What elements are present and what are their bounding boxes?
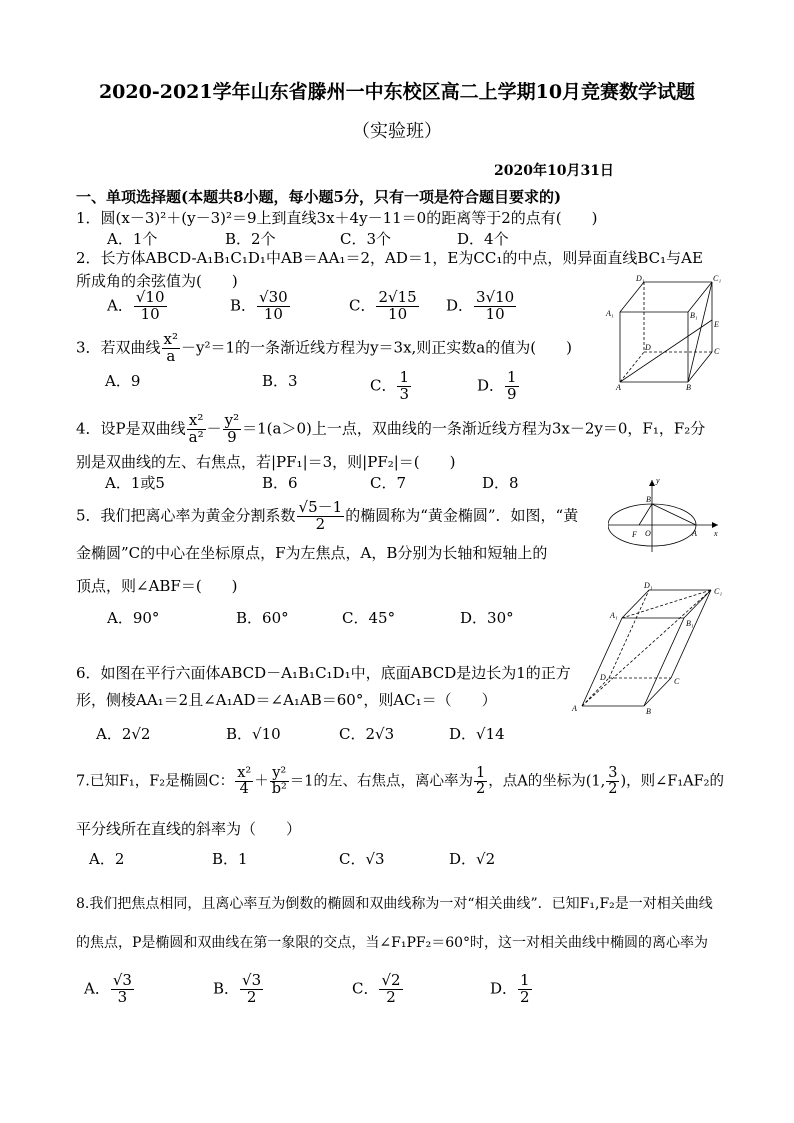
q8-option-c: C． $\frac{√2}{2}$ [352,971,401,1006]
q5-stem-line1: 5．我们把离心率为黄金分割系数 $\frac{√5-1}{2}$ 的椭圆称为“黄金椭圆”．如图，“黄 [76,498,579,533]
label-x: x [714,529,718,538]
label-A: A [572,704,577,713]
q4-option-c: C．7 [370,474,407,492]
q8-option-b: B． $\frac{√3}{2}$ [213,971,262,1006]
label-B1: B₁ [690,311,698,320]
q8-stem-line2: 的焦点，P是椭圆和双曲线在第一象限的交点，当∠F₁PF₂＝60°时，这一对相关曲线中椭圆的离心率为 [76,935,709,951]
label-y: y [656,476,660,485]
label-C1: C₁ [714,587,723,596]
q1-option-d: D．4个 [457,230,509,248]
label-C: C [674,677,680,686]
label-E: E [714,320,719,329]
q3-option-d: D． $\frac{1}{9}$ [477,368,517,403]
q2-option-b: B． $\frac{√30}{10}$ [230,288,288,323]
q8-option-d: D． $\frac{1}{2}$ [490,971,530,1006]
q7-option-c: C．√3 [339,850,385,868]
q4-option-a: A．1或5 [105,474,165,492]
label-B1: B₁ [686,619,694,628]
q5-stem-line2: 金椭圆”C的中心在坐标原点，F为左焦点，A，B分别为长轴和短轴上的 [76,544,548,562]
q3-option-b: B．3 [262,372,298,390]
q6-option-a: A．2√2 [96,725,151,743]
q7-stem-line1: 7.已知F₁，F₂是椭圆C： $\frac{\text{x²}}{4}$ ＋ $\frac{\text{y²}}{\text{b²}}$ ＝1的左、右焦点，离心率为 $\frac{1}{2}$ ，点A的坐标为(1, $\frac{3}{2}$ )，则∠F₁AF₂的 [76,765,724,798]
q4-stem-line2: 别是双曲线的左、右焦点，若|PF₁|＝3，则|PF₂|＝( ) [76,453,456,471]
label-B: B [646,495,651,504]
label-D: D [645,343,651,352]
label-D1: D₁ [636,274,645,283]
q5-stem-line3: 顶点，则∠ABF＝( ) [76,577,238,595]
q3-stem: 3．若双曲线 $\frac{\text{x²}}{a}$ －y²＝1的一条渐近线方程为y＝3x,则正实数a的值为( ) [76,330,572,365]
q1-option-c: C．3个 [340,230,392,248]
q1-stem: 1．圆(x－3)²＋(y－3)²＝9上到直线3x＋4y－11＝0的距离等于2的点有( ) [76,209,598,227]
parallelepiped-figure [568,578,738,718]
q7-stem-line2: 平分线所在直线的斜率为（ ） [76,820,302,838]
q6-stem-line1: 6．如图在平行六面体ABCD－A₁B₁C₁D₁中，底面ABCD是边长为1的正方 [76,664,571,682]
q5-option-d: D．30° [460,609,514,627]
q1-option-a: A．1个 [107,230,158,248]
exam-date: 2020年10月31日 [494,163,614,179]
label-B: B [686,383,691,392]
label-F: F [632,530,637,539]
label-A1: A₁ [606,309,614,318]
q7-option-d: D．√2 [449,850,496,868]
label-A: A [692,529,697,538]
q2-option-a: A． $\frac{√10}{10}$ [107,288,165,323]
q4-option-d: D．8 [482,474,519,492]
q5-option-b: B．60° [236,609,289,627]
q8-stem-line1: 8.我们把焦点相同，且离心率互为倒数的椭圆和双曲线称为一对“相关曲线”．已知F₁,F₂是一对相关曲线 [76,896,713,912]
q4-option-b: B．6 [262,474,298,492]
section-heading: 一、单项选择题(本题共8小题，每小题5分，只有一项是符合题目要求的) [76,188,562,206]
label-A1: A₁ [610,611,618,620]
q3-option-a: A．9 [105,372,141,390]
q7-option-a: A．2 [89,850,125,868]
cuboid-figure [600,272,730,392]
label-O: O [645,529,651,538]
q6-stem-line2: 形，侧棱AA₁＝2且∠A₁AD＝∠A₁AB＝60°，则AC₁＝（ ） [76,691,497,709]
page-title: 2020-2021学年山东省滕州一中东校区高二上学期10月竞赛数学试题 [98,81,696,103]
q8-option-a: A． $\frac{√3}{3}$ [84,971,132,1006]
label-A: A [616,383,621,392]
q2-stem-line1: 2．长方体ABCD-A₁B₁C₁D₁中AB＝AA₁＝2，AD＝1，E为CC₁的中点，则异面直线BC₁与AE [76,249,703,267]
ellipse-figure [608,474,728,554]
label-B: B [646,707,651,716]
q2-option-d: D． $\frac{3√10}{10}$ [446,288,515,323]
q2-stem-line2: 所成角的余弦值为( ) [76,272,238,290]
label-C1: C₁ [713,274,722,283]
label-D1: D₁ [644,581,653,590]
q6-option-b: B．√10 [226,725,281,743]
q3-option-c: C． $\frac{1}{3}$ [370,368,410,403]
q7-option-b: B．1 [212,850,248,868]
label-D: D [600,673,606,682]
q1-option-b: B．2个 [225,230,276,248]
q2-option-c: C． $\frac{2√15}{10}$ [349,288,417,323]
q6-option-d: D．√14 [449,725,505,743]
label-C: C [714,347,720,356]
q6-option-c: C．2√3 [339,725,395,743]
q5-option-c: C．45° [342,609,396,627]
page-subtitle: （实验班） [352,121,442,142]
q5-option-a: A．90° [107,609,160,627]
q4-stem-line1: 4．设P是双曲线 $\frac{\text{x²}}{\text{a²}}$ － $\frac{\text{y²}}{9}$ ＝1(a＞0)上一点，双曲线的一条渐近线方程为3x－2y＝0，F₁，F₂分 [76,411,706,446]
